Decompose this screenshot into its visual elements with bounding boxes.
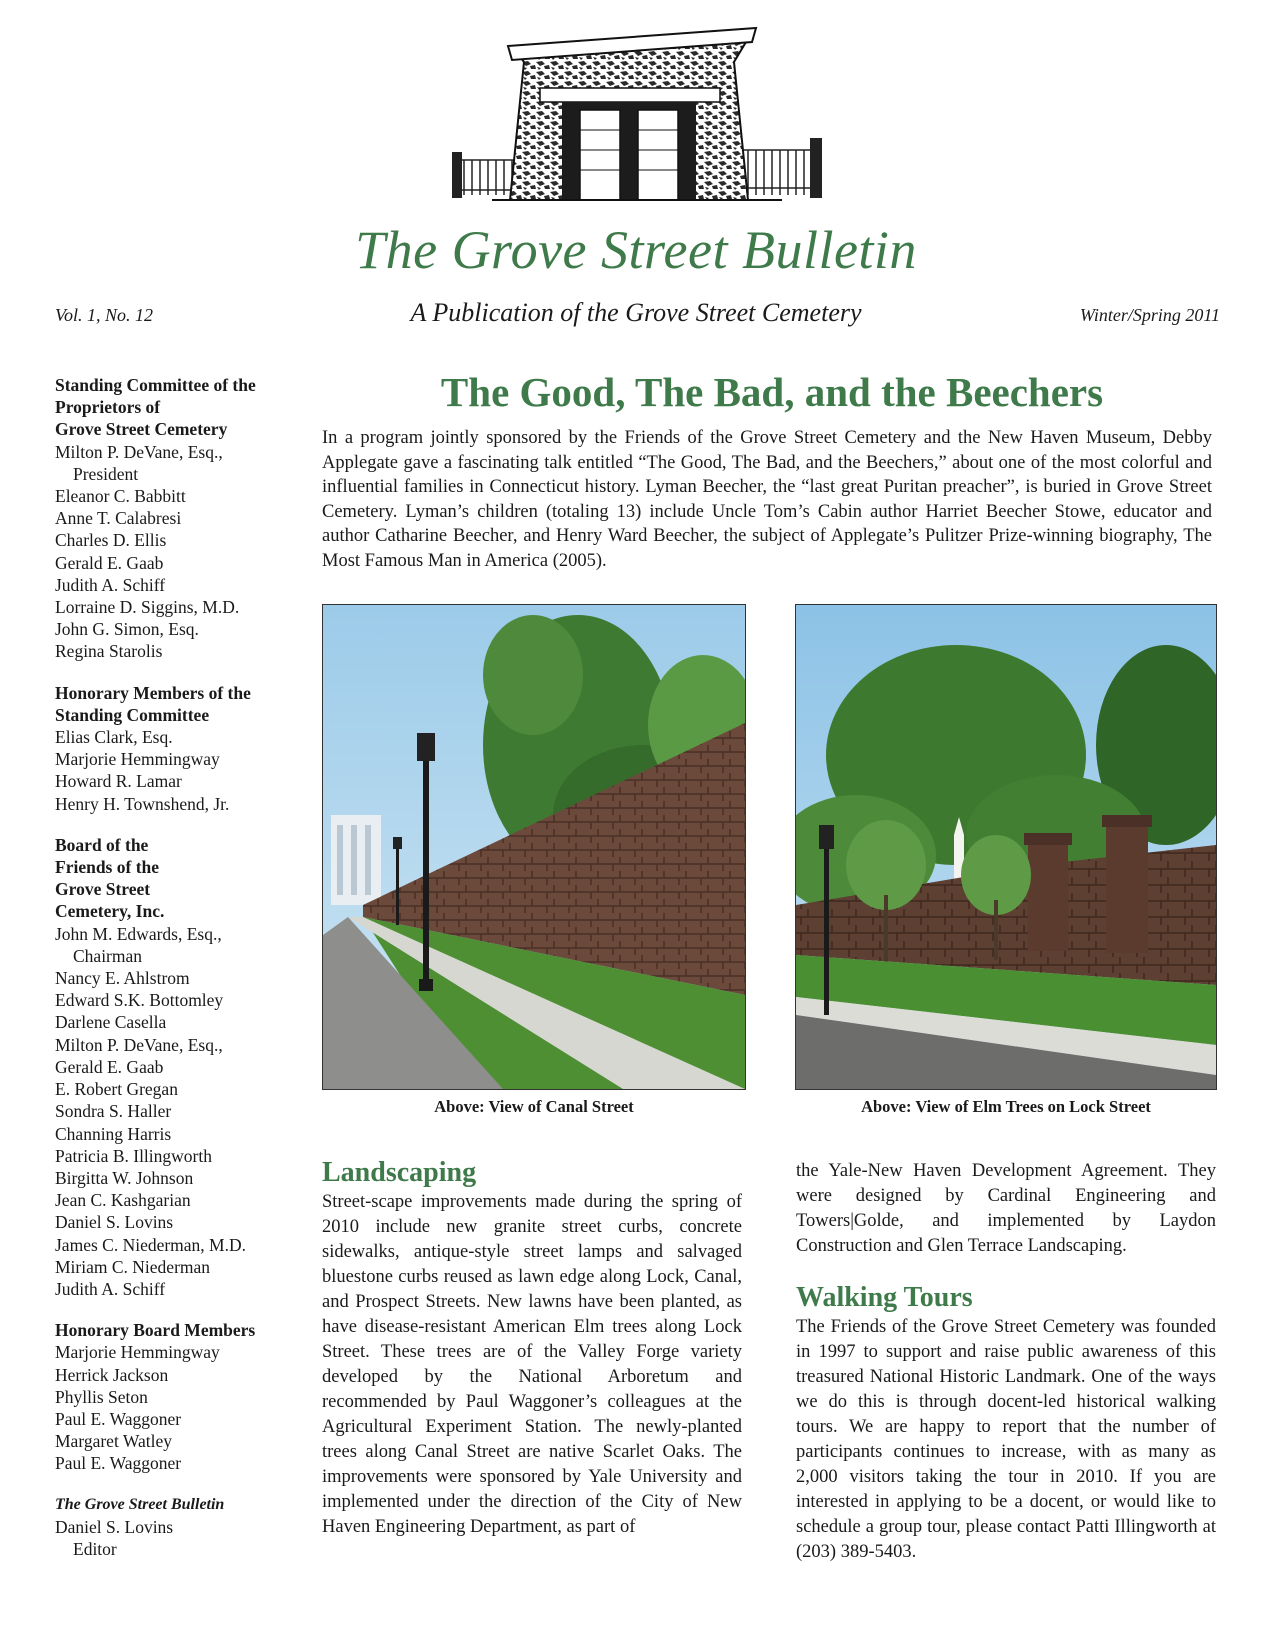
member-name: Jean C. Kashgarian: [55, 1190, 191, 1211]
editor-role: Editor: [73, 1538, 117, 1559]
canal-street-photo: [322, 604, 746, 1090]
landscaping-text: Street-scape improvements made during the spring of 2010 include new granite street curbs, concrete sidewalks, antique-style street lamps and salvaged bluestone curbs reused as lawn edge along Lock, Canal, and Prospect Streets. New lawns have been planted, as have disease-resistant American Elm trees along Lock Street. These trees are of the Valley Forge variety developed by the National Arboretum and recommended by Paul Waggoner’s colleagues at the Agricultural Experiment Station. The newly-planted trees along Canal Street are native Scarlet Oaks. The improvements were sponsored by Yale University and implemented under the direction of the City of New Haven Engineering Department, as part of: [322, 1192, 742, 1537]
caption-canal-street: Above: View of Canal Street: [434, 1097, 634, 1116]
member-name: Regina Starolis: [55, 641, 163, 662]
article-headline: The Good, The Bad, and the Beechers: [440, 369, 1104, 415]
masthead-title: The Grove Street Bulletin: [355, 220, 917, 280]
member-name: Anne T. Calabresi: [55, 508, 182, 529]
member-name: Darlene Casella: [55, 1012, 167, 1033]
sidebar-section-heading: Proprietors of: [55, 397, 161, 418]
member-name: Sondra S. Haller: [55, 1101, 172, 1122]
walking-tours-text: The Friends of the Grove Street Cemetery was founded in 1997 to support and raise public awareness of this treasured National Historic Landmark. One of the ways we do this is through docent-led historical walking tours. We are happy to report that the number of participants continues to increase, with as many as 2,000 visitors taking the tour in 2010. If you are interested in applying to be a docent, or would like to schedule a group tour, please contact Patti Illingworth at (203) 389-5403.: [796, 1317, 1216, 1562]
member-name: Howard R. Lamar: [55, 771, 182, 792]
volume-number: Vol. 1, No. 12: [55, 305, 154, 325]
sidebar-section: [55, 1319, 285, 1474]
lock-street-photo: [795, 604, 1217, 1090]
member-name: Milton P. DeVane, Esq.,: [55, 1034, 223, 1055]
member-name: Herrick Jackson: [55, 1364, 169, 1385]
sidebar-section-heading: Standing Committee: [55, 704, 210, 725]
caption-lock-street: Above: View of Elm Trees on Lock Street: [861, 1097, 1151, 1116]
member-name: Channing Harris: [55, 1123, 172, 1144]
sidebar-committee-list: [55, 374, 285, 1579]
member-name: Judith A. Schiff: [55, 1278, 166, 1299]
sidebar-section-heading: Friends of the: [55, 857, 160, 878]
member-role: President: [73, 463, 139, 484]
landscaping-section: [322, 1156, 742, 1540]
sidebar-section: [55, 834, 285, 1300]
member-name: Margaret Watley: [55, 1431, 172, 1452]
member-name: Miriam C. Niederman: [55, 1256, 211, 1277]
member-name: John M. Edwards, Esq.,: [55, 923, 222, 944]
member-name: Lorraine D. Siggins, M.D.: [55, 597, 240, 618]
sidebar-section-heading: Standing Committee of the: [55, 375, 256, 395]
member-name: Marjorie Hemmingway: [55, 749, 220, 770]
member-name: Gerald E. Gaab: [55, 552, 164, 573]
member-name: E. Robert Gregan: [55, 1079, 178, 1100]
sidebar-section: [55, 374, 285, 663]
issue-date: Winter/Spring 2011: [1079, 305, 1220, 325]
member-name: Patricia B. Illingworth: [55, 1145, 212, 1166]
right-column: [796, 1159, 1216, 1565]
member-name: Daniel S. Lovins: [55, 1212, 174, 1233]
member-name: Milton P. DeVane, Esq.,: [55, 441, 223, 462]
member-role: Chairman: [73, 945, 143, 966]
sidebar-section-heading: Honorary Members of the: [55, 682, 251, 703]
member-name: James C. Niederman, M.D.: [55, 1234, 247, 1255]
sidebar-section-heading: Board of the: [55, 834, 149, 855]
member-name: Paul E. Waggoner: [55, 1408, 182, 1429]
member-name: Marjorie Hemmingway: [55, 1342, 220, 1363]
member-name: John G. Simon, Esq.: [55, 619, 199, 640]
sidebar-section-heading: Grove Street Cemetery: [55, 419, 228, 440]
article-intro: In a program jointly sponsored by the Friends of the Grove Street Cemetery and the New Haven Museum, Debby Applegate gave a fascinating talk entitled “The Good, The Bad, and the Beechers,” about one of the most colorful and influential families in Connecticut history. Lyman Beecher, the “last great Puritan preacher”, is buried in Grove Street Cemetery. Lyman’s children (totaling 13) include Uncle Tom’s Cabin author Harriet Beecher Stowe, educator and author Catharine Beecher, and Henry Ward Beecher, the subject of Applegate’s Pulitzer Prize-winning biography, The Most Famous Man in America (2005).: [322, 428, 1212, 571]
member-name: Nancy E. Ahlstrom: [55, 968, 190, 989]
member-name: Charles D. Ellis: [55, 530, 167, 551]
publication-title: The Grove Street Bulletin: [55, 1495, 225, 1513]
member-name: Gerald E. Gaab: [55, 1056, 164, 1077]
landscaping-text-continued: the Yale-New Haven Development Agreement. They were designed by Cardinal Engineering and Towers|Golde, and implemented by Laydon Construction and Glen Terrace Landscaping.: [796, 1161, 1216, 1256]
member-name: Elias Clark, Esq.: [55, 727, 173, 748]
member-name: Edward S.K. Bottomley: [55, 990, 224, 1011]
editor-name: Daniel S. Lovins: [55, 1516, 174, 1537]
sidebar-section-heading: Cemetery, Inc.: [55, 901, 165, 922]
masthead-subtitle: A Publication of the Grove Street Cemetery: [410, 298, 862, 327]
sidebar-section-heading: Grove Street: [55, 879, 151, 900]
member-name: Paul E. Waggoner: [55, 1453, 182, 1474]
member-name: Birgitta W. Johnson: [55, 1167, 194, 1188]
member-name: Judith A. Schiff: [55, 574, 166, 595]
member-name: Henry H. Townshend, Jr.: [55, 793, 230, 814]
landscaping-heading: Landscaping: [322, 1157, 477, 1188]
walking-tours-heading: Walking Tours: [796, 1282, 973, 1313]
member-name: Eleanor C. Babbitt: [55, 486, 186, 507]
cemetery-gate-illustration: [452, 20, 822, 216]
sidebar-publication-credits: [55, 1494, 285, 1561]
member-name: Phyllis Seton: [55, 1386, 148, 1407]
sidebar-section: [55, 682, 285, 815]
sidebar-section-heading: Honorary Board Members: [55, 1320, 256, 1341]
